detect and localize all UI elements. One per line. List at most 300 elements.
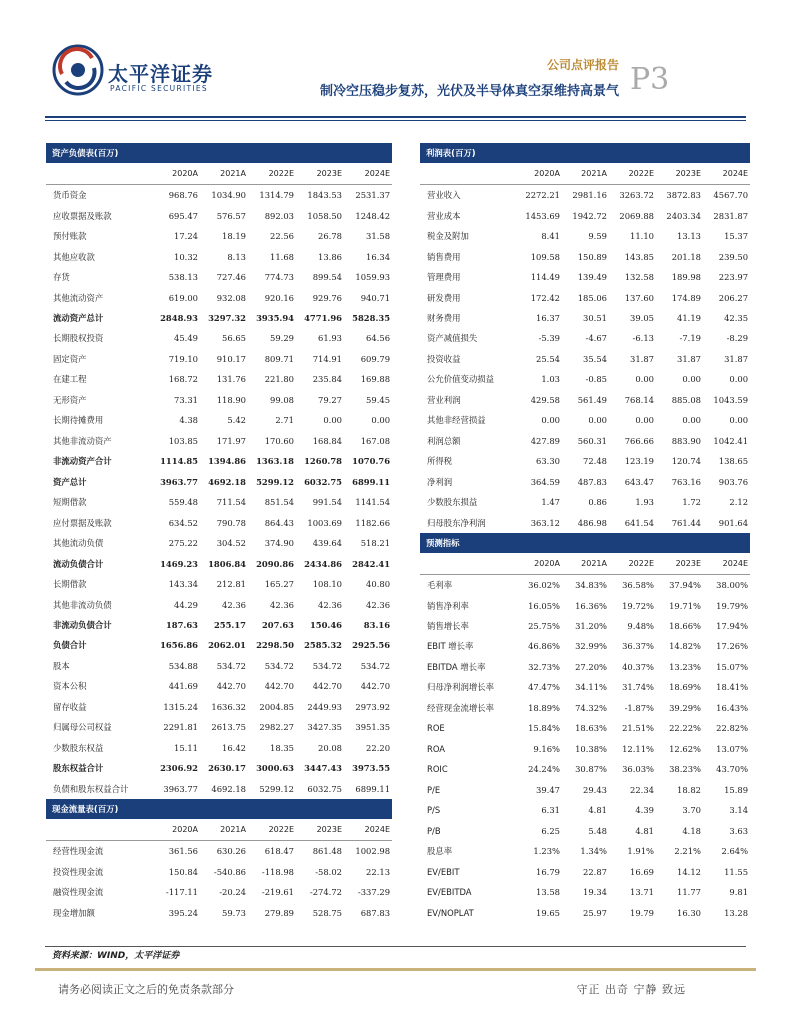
row-value: 12.11%: [622, 743, 654, 754]
row-value: -58.02: [315, 866, 342, 877]
row-value: 13.07%: [716, 743, 749, 754]
row-value: 8.41: [541, 231, 560, 242]
row-value: 618.47: [264, 846, 294, 857]
company-motto: 守正 出奇 宁静 致远: [576, 983, 686, 996]
row-value: 29.43: [583, 784, 607, 795]
row-value: 4.39: [635, 805, 654, 816]
row-value: 143.34: [168, 579, 198, 590]
row-value: 103.85: [168, 435, 198, 446]
row-value: 22.22%: [669, 723, 701, 734]
row-value: 2981.16: [572, 190, 607, 201]
row-value: -1.87%: [624, 702, 654, 713]
row-value: 41.19: [677, 312, 701, 323]
row-label: 货币资金: [53, 190, 87, 201]
table-row: [46, 697, 392, 717]
row-value: 14.12: [677, 866, 701, 877]
section-title: 预测指标: [420, 533, 750, 553]
row-value: 207.63: [261, 620, 294, 631]
row-value: 201.18: [671, 251, 701, 262]
row-value: 36.37%: [622, 641, 654, 652]
table-row: [420, 349, 750, 369]
row-label: 资产减值损失: [427, 333, 478, 344]
row-value: 30.87%: [575, 764, 607, 775]
row-value: 150.84: [168, 866, 198, 877]
row-value: 123.19: [624, 456, 654, 467]
table-row: [46, 431, 392, 451]
row-value: 15.89: [724, 784, 749, 795]
row-value: 19.72%: [622, 600, 654, 611]
row-label: 营业利润: [427, 394, 461, 405]
table-row: [46, 390, 392, 410]
year-header-row: [46, 163, 392, 184]
row-value: 132.58: [624, 272, 654, 283]
row-value: 2613.75: [211, 722, 246, 733]
row-value: 3000.63: [256, 763, 294, 774]
row-value: 0.00: [635, 374, 654, 385]
row-value: 255.17: [213, 620, 246, 631]
row-value: 11.77: [677, 887, 701, 898]
row-value: 17.26%: [716, 641, 749, 652]
row-value: 19.65: [536, 907, 560, 918]
row-label: 归属母公司权益: [53, 722, 112, 733]
row-value: -5.39: [538, 333, 560, 344]
row-value: 131.76: [216, 374, 246, 385]
row-value: 15.84%: [528, 723, 560, 734]
section-header: [420, 533, 750, 553]
table-row: [420, 246, 750, 266]
row-label: 长期股权投资: [53, 333, 104, 344]
row-value: 170.60: [264, 435, 294, 446]
row-value: 109.58: [530, 251, 560, 262]
section-title: 资产负债表(百万): [46, 143, 392, 163]
row-value: 11.68: [270, 251, 294, 262]
row-value: 0.00: [729, 374, 749, 385]
row-value: 39.29%: [669, 702, 701, 713]
row-value: 641.54: [624, 517, 654, 528]
table-row: [46, 472, 392, 492]
table-row: [420, 861, 750, 881]
row-value: 427.89: [530, 435, 560, 446]
row-value: 32.73%: [528, 661, 560, 672]
row-value: 108.10: [312, 579, 342, 590]
year-header: 2023E: [656, 163, 703, 184]
row-label: 固定资产: [53, 353, 87, 364]
row-value: 1059.93: [355, 272, 391, 283]
row-value: 45.49: [174, 333, 198, 344]
table-row: [46, 328, 392, 348]
row-label: EV/NOPLAT: [427, 907, 474, 918]
table-row: [420, 574, 750, 595]
section-title: 现金流量表(百万): [46, 799, 392, 819]
row-label: 归母净利润增长率: [427, 682, 494, 693]
year-header: 2024E: [344, 819, 392, 840]
income-forecast-table: [420, 143, 750, 923]
row-value: 8.13: [227, 251, 246, 262]
year-header: 2021A: [200, 819, 248, 840]
table-row: [420, 657, 750, 677]
row-value: 235.84: [312, 374, 342, 385]
row-value: 2306.92: [160, 763, 198, 774]
row-value: 5.48: [588, 825, 607, 836]
table-row: [420, 308, 750, 328]
row-value: 442.70: [264, 681, 294, 692]
row-value: 18.19: [222, 231, 246, 242]
row-value: 38.00%: [716, 580, 749, 591]
row-value: 13.28: [724, 907, 749, 918]
year-header: 2020A: [152, 163, 200, 184]
row-value: 14.82%: [669, 641, 701, 652]
row-value: 24.24%: [528, 764, 560, 775]
source-divider: [45, 946, 746, 947]
row-label: P/S: [427, 805, 441, 816]
row-value: 36.03%: [622, 764, 654, 775]
row-value: 634.52: [168, 517, 198, 528]
row-value: 6032.75: [304, 476, 342, 487]
row-value: 18.69%: [669, 682, 701, 693]
table-row: [46, 267, 392, 287]
page-number: P3: [630, 62, 670, 97]
row-value: 9.16%: [533, 743, 560, 754]
row-label: EV/EBITDA: [427, 887, 472, 898]
table-row: [420, 739, 750, 759]
row-value: 2449.93: [307, 701, 342, 712]
row-value: 534.72: [312, 660, 342, 671]
row-value: 1.34%: [580, 846, 607, 857]
table-row: [420, 595, 750, 615]
row-value: 18.66%: [669, 621, 701, 632]
row-value: 38.23%: [669, 764, 701, 775]
table-row: [420, 287, 750, 307]
row-value: 31.74%: [622, 682, 654, 693]
row-label: ROIC: [427, 764, 448, 775]
row-label: 资产总计: [53, 476, 87, 487]
row-label: 营业成本: [427, 210, 461, 221]
table-row: [46, 410, 392, 430]
row-value: 56.65: [222, 333, 246, 344]
row-value: 561.49: [577, 394, 607, 405]
row-label: 融资性现金流: [53, 887, 104, 898]
table-row: [420, 205, 750, 225]
row-label: 应收票据及账款: [53, 210, 112, 221]
year-header-row: [420, 553, 750, 574]
row-value: 0.00: [323, 415, 342, 426]
row-value: 25.75%: [528, 621, 560, 632]
row-value: 940.71: [360, 292, 391, 303]
row-value: 18.89%: [528, 702, 560, 713]
row-value: 25.97: [583, 907, 607, 918]
table-row: [46, 512, 392, 532]
row-value: 486.98: [577, 517, 607, 528]
row-value: 2973.92: [355, 701, 391, 712]
row-value: 79.27: [318, 394, 342, 405]
row-value: 1394.86: [208, 456, 246, 467]
row-value: 2531.37: [355, 190, 391, 201]
row-label: 归母股东净利润: [427, 517, 486, 528]
row-value: 3.14: [729, 805, 749, 816]
row-value: 2925.56: [352, 640, 391, 651]
row-value: 2434.86: [304, 558, 342, 569]
row-value: 15.11: [174, 742, 198, 753]
row-value: 4.81: [588, 805, 607, 816]
row-value: 2.71: [275, 415, 294, 426]
row-value: 118.90: [216, 394, 246, 405]
row-value: 1.91%: [627, 846, 654, 857]
row-value: 538.13: [168, 272, 198, 283]
table-row: [46, 369, 392, 389]
table-row: [46, 738, 392, 758]
table-row: [420, 472, 750, 492]
row-value: 2.12: [729, 497, 749, 508]
row-value: 361.56: [168, 846, 198, 857]
row-value: 0.00: [729, 415, 749, 426]
row-label: 投资收益: [427, 353, 461, 364]
row-value: 10.32: [174, 251, 198, 262]
disclaimer-text: 请务必阅读正文之后的免责条款部分: [58, 983, 234, 996]
row-value: 26.78: [318, 231, 342, 242]
row-value: 36.58%: [622, 580, 654, 591]
row-value: 5299.12: [256, 476, 294, 487]
section-header: [420, 143, 750, 163]
year-header: 2020A: [515, 553, 562, 574]
row-value: 275.22: [168, 538, 198, 549]
table-row: [420, 718, 750, 738]
row-label: 流动资产总计: [53, 312, 104, 323]
row-value: 9.81: [729, 887, 749, 898]
year-header-row: [420, 163, 750, 184]
table-row: [46, 533, 392, 553]
row-value: 364.59: [530, 476, 560, 487]
row-value: 138.65: [718, 456, 749, 467]
row-value: 2848.93: [160, 312, 198, 323]
table-row: [46, 656, 392, 676]
row-value: 1314.79: [259, 190, 294, 201]
row-value: 174.89: [671, 292, 701, 303]
table-row: [420, 512, 750, 532]
row-value: 59.45: [366, 394, 391, 405]
row-label: 其他非流动负债: [53, 599, 112, 610]
row-value: 3973.55: [352, 763, 391, 774]
table-row: [420, 369, 750, 389]
row-value: 2062.01: [208, 640, 246, 651]
table-row: [46, 902, 392, 922]
row-value: 5.42: [227, 415, 246, 426]
row-value: 5828.35: [352, 312, 391, 323]
row-value: 1114.85: [160, 456, 198, 467]
row-value: 31.87: [630, 353, 654, 364]
table-row: [46, 635, 392, 655]
row-value: 22.34: [630, 784, 654, 795]
row-value: 6899.11: [352, 476, 391, 487]
row-value: 774.73: [264, 272, 294, 283]
row-label: 其他应收款: [53, 251, 95, 262]
row-value: 19.79: [630, 907, 654, 918]
row-value: 442.70: [360, 681, 391, 692]
year-header: 2022E: [248, 819, 296, 840]
row-value: 768.14: [624, 394, 654, 405]
row-value: 630.26: [216, 846, 246, 857]
row-value: 31.58: [366, 231, 391, 242]
row-value: -0.85: [585, 374, 607, 385]
row-value: 1070.76: [352, 456, 391, 467]
row-value: 4.18: [682, 825, 701, 836]
row-value: 19.34: [583, 887, 607, 898]
row-value: 22.87: [583, 866, 607, 877]
row-value: 0.00: [635, 415, 654, 426]
row-value: 221.80: [264, 374, 294, 385]
row-value: 1.93: [635, 497, 654, 508]
row-label: 负债合计: [53, 640, 87, 651]
row-value: 3.63: [729, 825, 749, 836]
row-value: 5299.12: [259, 783, 294, 794]
row-value: 910.17: [216, 353, 246, 364]
row-value: 1942.72: [572, 210, 607, 221]
row-value: 185.06: [577, 292, 607, 303]
row-value: 16.79: [536, 866, 560, 877]
row-label: 少数股东权益: [53, 742, 104, 753]
row-label: 毛利率: [427, 580, 453, 591]
row-value: 17.24: [174, 231, 198, 242]
row-value: 150.89: [577, 251, 607, 262]
row-value: 13.71: [630, 887, 654, 898]
row-value: 0.00: [541, 415, 560, 426]
table-row: [420, 328, 750, 348]
row-value: 1363.18: [256, 456, 294, 467]
row-value: 1260.78: [304, 456, 342, 467]
row-value: 37.94%: [669, 580, 701, 591]
row-value: 2982.27: [259, 722, 294, 733]
row-value: 3447.43: [304, 763, 342, 774]
row-value: 6.25: [541, 825, 560, 836]
table-row: [420, 698, 750, 718]
row-value: 968.76: [168, 190, 198, 201]
row-value: -219.61: [261, 887, 294, 898]
row-value: 1469.23: [160, 558, 198, 569]
table-row: [46, 779, 392, 799]
year-header: 2022E: [609, 553, 656, 574]
table-row: [420, 390, 750, 410]
table-row: [46, 758, 392, 778]
row-value: 34.11%: [575, 682, 607, 693]
row-value: 239.50: [718, 251, 749, 262]
row-label: 少数股东损益: [427, 497, 478, 508]
row-value: 920.16: [264, 292, 294, 303]
row-value: 59.73: [222, 907, 246, 918]
row-label: 股东权益合计: [53, 763, 104, 774]
row-label: 投资性现金流: [53, 866, 104, 877]
row-value: 22.20: [366, 742, 391, 753]
row-label: 其他非经营损益: [427, 415, 486, 426]
row-value: 83.16: [363, 620, 391, 631]
row-value: 864.43: [264, 517, 294, 528]
row-label: 现金增加额: [53, 907, 95, 918]
row-value: 1843.53: [307, 190, 342, 201]
table-row: [46, 840, 392, 861]
row-value: 1141.54: [355, 497, 391, 508]
table-row: [420, 902, 750, 922]
row-value: 560.31: [577, 435, 607, 446]
table-row: [46, 492, 392, 512]
row-value: 171.97: [216, 435, 246, 446]
logo-name-en: PACIFIC SECURITIES: [110, 84, 208, 93]
row-value: 42.36: [270, 599, 294, 610]
row-value: 487.83: [577, 476, 607, 487]
row-value: 165.27: [264, 579, 294, 590]
row-label: 其他流动资产: [53, 292, 104, 303]
row-value: 22.82%: [716, 723, 749, 734]
table-row: [46, 717, 392, 737]
row-value: 719.10: [168, 353, 198, 364]
row-value: 187.63: [165, 620, 198, 631]
row-value: 2403.34: [666, 210, 701, 221]
row-value: 3963.77: [160, 476, 198, 487]
row-value: 42.36: [222, 599, 246, 610]
row-value: -118.98: [261, 866, 294, 877]
table-row: [46, 451, 392, 471]
row-label: 流动负债合计: [53, 558, 104, 569]
table-row: [46, 882, 392, 902]
header-divider: [45, 116, 746, 118]
section-header: [46, 799, 392, 819]
section-header: [46, 143, 392, 163]
year-header: 2022E: [609, 163, 656, 184]
row-value: 172.42: [530, 292, 560, 303]
row-label: 其他非流动资产: [53, 435, 112, 446]
row-value: 42.36: [366, 599, 391, 610]
row-value: 168.72: [168, 374, 198, 385]
row-label: 股本: [53, 660, 70, 671]
table-row: [420, 410, 750, 430]
table-row: [420, 431, 750, 451]
row-value: -337.29: [357, 887, 391, 898]
row-value: 61.93: [318, 333, 342, 344]
row-value: 2069.88: [619, 210, 654, 221]
row-value: 1034.90: [211, 190, 246, 201]
year-header: 2022E: [248, 163, 296, 184]
row-value: 9.59: [588, 231, 607, 242]
year-header-blank: [46, 163, 152, 184]
row-value: 18.35: [270, 742, 294, 753]
row-label: 营业收入: [427, 190, 461, 201]
row-label: 非流动负债合计: [53, 620, 112, 631]
logo-name-cn: 太平洋证券: [108, 62, 213, 86]
row-label: 应付票据及账款: [53, 517, 112, 528]
row-value: 2298.50: [256, 640, 294, 651]
row-value: 16.34: [366, 251, 391, 262]
row-value: -6.13: [632, 333, 654, 344]
balance-cashflow-table: [46, 143, 392, 923]
row-value: 44.29: [174, 599, 198, 610]
section-title: 利润表(百万): [420, 143, 750, 163]
row-value: 763.16: [671, 476, 701, 487]
row-value: 32.99%: [575, 641, 607, 652]
row-value: 16.43%: [716, 702, 749, 713]
row-value: 13.58: [536, 887, 560, 898]
row-value: 761.44: [671, 517, 701, 528]
row-value: 3297.32: [208, 312, 246, 323]
row-value: 892.03: [264, 210, 294, 221]
row-value: 22.56: [270, 231, 294, 242]
row-value: 16.05%: [528, 600, 560, 611]
row-value: 189.98: [671, 272, 701, 283]
row-value: 534.72: [216, 660, 246, 671]
row-label: 资本公积: [53, 681, 87, 692]
row-value: 304.52: [216, 538, 246, 549]
row-value: 576.57: [216, 210, 246, 221]
row-label: 短期借款: [53, 497, 87, 508]
row-value: -8.29: [726, 333, 749, 344]
row-value: 885.08: [671, 394, 701, 405]
row-value: 16.69: [630, 866, 654, 877]
